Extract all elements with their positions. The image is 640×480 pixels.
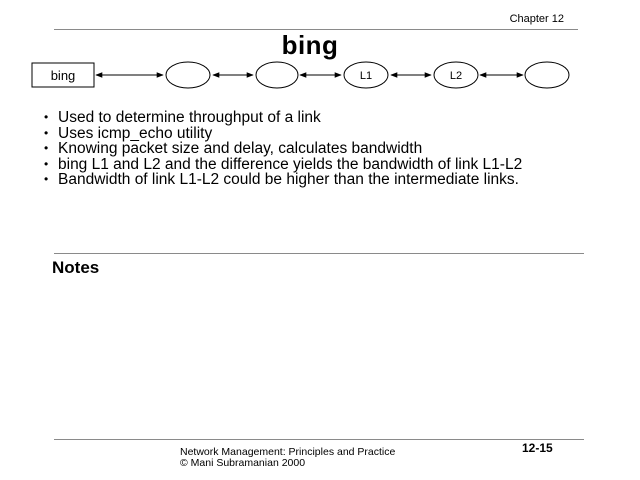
footer-line-2: © Mani Subramanian 2000 (180, 457, 306, 469)
footer-credit (180, 447, 395, 469)
notes-divider (54, 253, 584, 254)
notes-heading: Notes (52, 258, 100, 277)
node-l1-label: L1 (359, 70, 373, 82)
bing-node-diagram (0, 56, 600, 96)
bullet-dot-icon: • (44, 156, 49, 171)
footer-divider (54, 439, 584, 440)
bullet-item: • bing L1 and L2 and the difference yields the bandwidth of link L1-L2 (44, 155, 523, 173)
bullet-dot-icon: • (44, 141, 49, 156)
bullet-dot-icon: • (44, 172, 49, 187)
node-5 (525, 62, 569, 88)
bullet-item: • Knowing packet size and delay, calculates bandwidth (44, 140, 423, 158)
bullet-list (44, 110, 634, 188)
node-l2-label: L2 (449, 70, 463, 82)
bullet-item: • Uses icmp_echo utility (44, 124, 213, 142)
bullet-dot-icon: • (44, 125, 49, 140)
bing-box-label: bing (50, 68, 76, 83)
slide-title: bing (281, 30, 339, 60)
bullet-item: • Used to determine throughput of a link (44, 109, 321, 126)
bullet-item: • Bandwidth of link L1-L2 could be higher than the intermediate links. (44, 171, 519, 189)
node-2 (256, 62, 298, 88)
bullet-dot-icon: • (44, 110, 49, 124)
chapter-label: Chapter 12 (509, 13, 564, 25)
page-number: 12-15 (522, 441, 553, 455)
node-1 (166, 62, 210, 88)
footer-line-1: Network Management: Principles and Practice (180, 446, 396, 458)
